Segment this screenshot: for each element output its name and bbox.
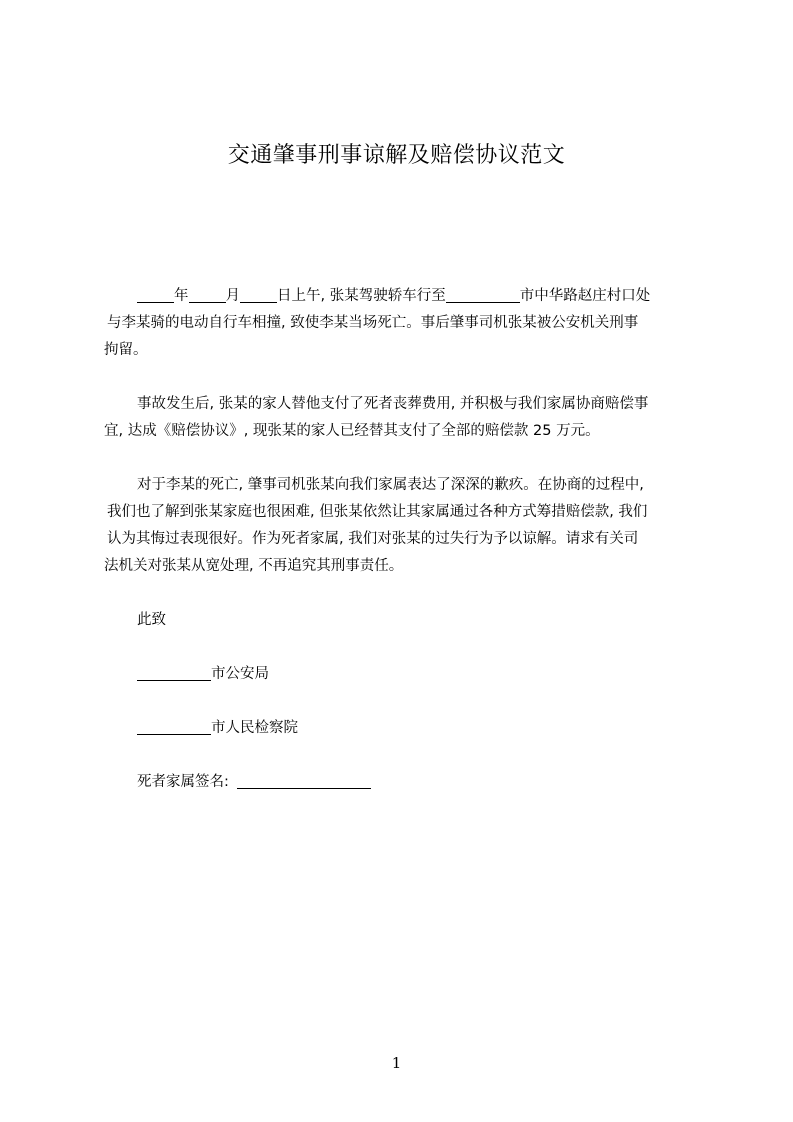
paragraph-1-line-3: 拘留。 — [104, 342, 148, 358]
procuratorate-city-blank — [137, 717, 211, 735]
signature-label: 死者家属签名: — [137, 774, 229, 790]
day-blank — [240, 285, 277, 303]
day-text: 日上午, 张某驾驶轿车行至 — [277, 288, 446, 304]
city-blank — [446, 285, 520, 303]
paragraph-3-line-2: 我们也了解到张某家庭也很困难, 但张某依然让其家属通过各种方式筹措赔偿款, 我们 — [107, 504, 648, 520]
paragraph-1-line-1 — [104, 283, 698, 310]
recipient-police — [137, 662, 269, 686]
month-blank — [189, 285, 226, 303]
paragraph-2-line-2: 宜, 达成《赔偿协议》, 现张某的家人已经替其支付了全部的赔偿款 25 万元。 — [104, 423, 600, 439]
month-suffix: 月 — [225, 288, 240, 304]
police-city-blank — [137, 663, 211, 681]
signature-line — [137, 770, 371, 794]
paragraph-3-line-3: 认为其悔过表现很好。作为死者家属, 我们对张某的过失行为予以谅解。请求有关司 — [107, 531, 639, 547]
recipient-procuratorate — [137, 716, 298, 740]
paragraph-3-line-1: 对于李某的死亡, 肇事司机张某向我们家属表达了深深的歉疚。在协商的过程中, — [137, 477, 644, 493]
paragraph-1-line-2: 与李某骑的电动自行车相撞, 致使李某当场死亡。事后肇事司机张某被公安机关刑事 — [107, 315, 639, 331]
document-title: 交通肇事刑事谅解及赔偿协议范文 — [227, 143, 566, 168]
recipient-police-label: 市公安局 — [211, 666, 269, 682]
closing-salutation: 此致 — [137, 612, 166, 628]
signature-blank — [237, 771, 371, 789]
year-blank — [137, 285, 174, 303]
recipient-procuratorate-label: 市人民检察院 — [211, 720, 298, 736]
location-text: 市中华路赵庄村口处 — [519, 288, 651, 304]
paragraph-3-line-4: 法机关对张某从宽处理, 不再追究其刑事责任。 — [104, 558, 404, 574]
paragraph-2-line-1: 事故发生后, 张某的家人替他支付了死者丧葬费用, 并积极与我们家属协商赔偿事 — [137, 396, 649, 412]
document-body — [104, 283, 698, 580]
page-number: 1 — [391, 1054, 402, 1072]
year-suffix: 年 — [174, 288, 189, 304]
